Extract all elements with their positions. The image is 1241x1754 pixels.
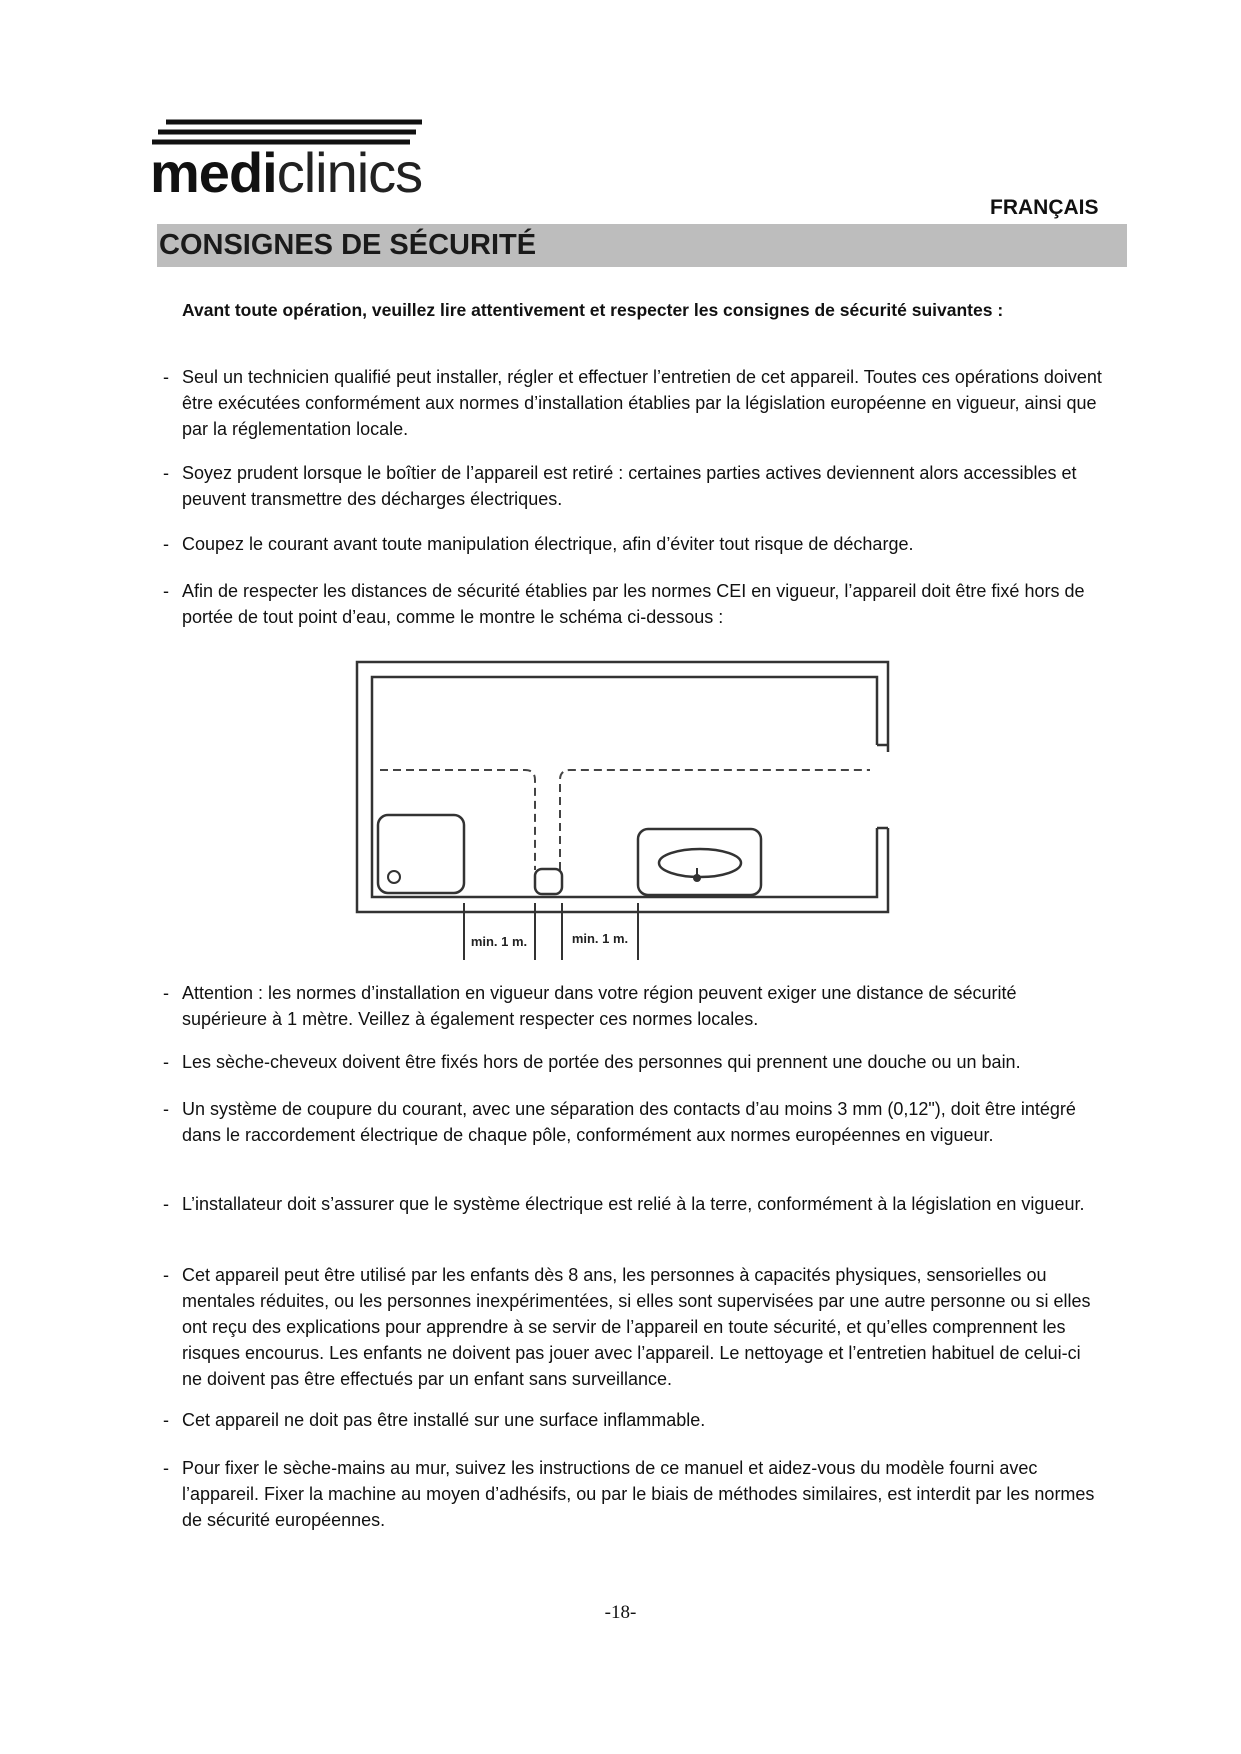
rule-item: [163, 1096, 1103, 1148]
bullet-dash: -: [163, 983, 169, 1003]
bullet-dash: -: [163, 1410, 169, 1430]
bullet-dash: -: [163, 1052, 169, 1072]
rule-text: Afin de respecter les distances de sécurité établies par les normes CEI en vigueur, l’appareil doit être fixé hors de portée de tout point d’eau, comme le montre le schéma ci-dessous :: [182, 581, 1085, 627]
rule-text: Cet appareil peut être utilisé par les enfants dès 8 ans, les personnes à capacités physiques, sensorielles ou mentales réduites, ou les personnes inexpérimentées, si elles sont supervisées par une autre personne ou si elles ont reçu des explications pour apprendre à se servir de l’appareil en toute sécurité, et qu’elles comprennent les risques encourus. Les enfants ne doivent pas jouer avec l’appareil. Le nettoyage et l’entretien habituel de celui-ci ne doivent pas être effectués par un enfant sans surveillance.: [182, 1265, 1091, 1389]
rule-text: Un système de coupure du courant, avec une séparation des contacts d’au moins 3 mm (0,12"), doit être intégré dans le raccordement électrique de chaque pôle, conformément aux normes européennes en vigueur.: [182, 1099, 1076, 1145]
bullet-dash: -: [163, 1099, 169, 1119]
bathroom-distance-diagram: [355, 660, 895, 965]
room-inner-wall: [372, 677, 877, 897]
logo-text-clinics: clinics: [276, 141, 423, 204]
brand-logo: [150, 140, 422, 206]
rule-item: [163, 460, 1103, 512]
bullet-dash: -: [163, 1265, 169, 1285]
shower-drain: [388, 871, 400, 883]
rule-item: [163, 1191, 1103, 1217]
washbasin: [638, 829, 761, 895]
rule-text: Attention : les normes d’installation en vigueur dans votre région peuvent exiger une distance de sécurité supérieure à 1 mètre. Veillez à également respecter ces normes locales.: [182, 983, 1017, 1029]
bullet-dash: -: [163, 367, 169, 387]
rule-text: Soyez prudent lorsque le boîtier de l’appareil est retiré : certaines parties actives deviennent alors accessibles et peuvent transmettre des décharges électriques.: [182, 463, 1077, 509]
min-distance-label-left: min. 1 m.: [470, 934, 528, 949]
rule-text: Cet appareil ne doit pas être installé sur une surface inflammable.: [182, 1410, 706, 1430]
washbasin-bowl: [659, 849, 741, 877]
min-distance-label-right: min. 1 m.: [571, 931, 629, 946]
page-title: CONSIGNES DE SÉCURITÉ: [159, 229, 537, 261]
bullet-dash: -: [163, 1458, 169, 1478]
bullet-dash: -: [163, 463, 169, 483]
bullet-dash: -: [163, 1194, 169, 1214]
logo-text-medi: medi: [150, 141, 277, 204]
rule-item: [163, 980, 1103, 1032]
rule-item: [163, 1262, 1103, 1392]
rule-item: [163, 364, 1103, 442]
rule-item: [163, 1407, 1103, 1433]
rule-item: [163, 1049, 1103, 1075]
rule-item: [163, 1455, 1103, 1533]
bullet-dash: -: [163, 581, 169, 601]
rule-text: Les sèche-cheveux doivent être fixés hors de portée des personnes qui prennent une douche ou un bain.: [182, 1052, 1021, 1072]
rule-text: Coupez le courant avant toute manipulation électrique, afin d’éviter tout risque de décharge.: [182, 534, 914, 554]
room-outer-wall: [357, 662, 888, 912]
rule-item: [163, 578, 1103, 630]
safety-zone-lines: [380, 770, 870, 870]
rule-item: [163, 531, 1103, 557]
rule-text: Pour fixer le sèche-mains au mur, suivez les instructions de ce manuel et aidez-vous du modèle fourni avec l’appareil. Fixer la machine au moyen d’adhésifs, ou par le biais de méthodes similaires, est interdit par les normes de sécurité européennes.: [182, 1458, 1095, 1530]
rule-text: L’installateur doit s’assurer que le système électrique est relié à la terre, conformément à la législation en vigueur.: [182, 1194, 1085, 1214]
title-bar: [157, 224, 1127, 267]
dryer-unit: [535, 869, 562, 894]
language-label: FRANÇAIS: [990, 196, 1099, 219]
intro-paragraph: Avant toute opération, veuillez lire attentivement et respecter les consignes de sécurité suivantes :: [182, 300, 1004, 320]
bullet-dash: -: [163, 534, 169, 554]
page-number: -18-: [604, 1602, 637, 1623]
rule-text: Seul un technicien qualifié peut installer, régler et effectuer l’entretien de cet appareil. Toutes ces opérations doivent être exécutées conformément aux normes d’installation établies par la législation européenne en vigueur, ainsi que par la réglementation locale.: [182, 367, 1102, 439]
